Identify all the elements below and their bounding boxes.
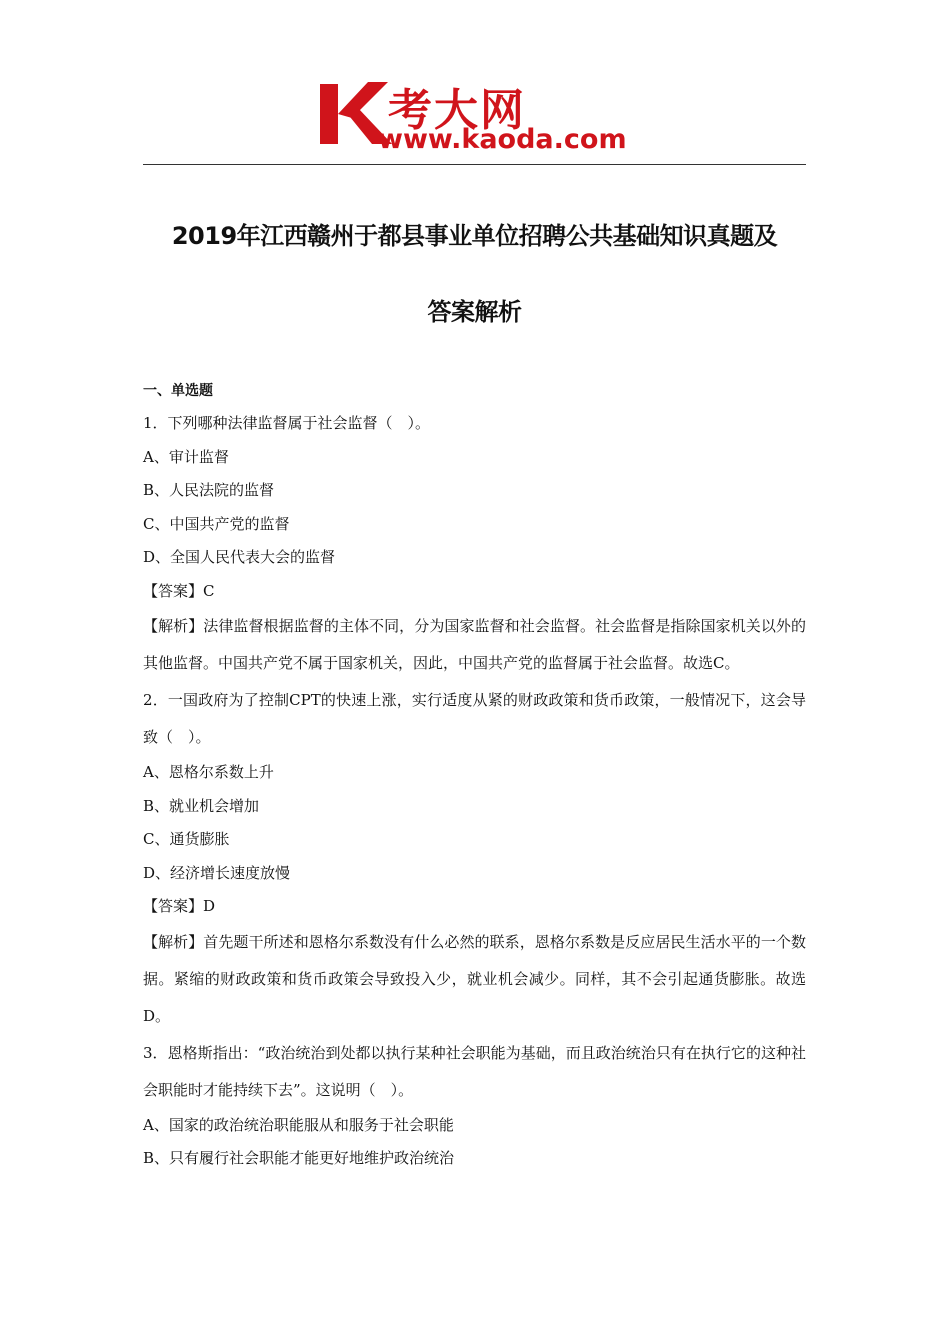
document-title-line1: 2019年江西赣州于都县事业单位招聘公共基础知识真题及 (171, 222, 778, 250)
question-1-answer: 【答案】C (143, 581, 215, 600)
question-1-option-d: D、全国人民代表大会的监督 (143, 548, 336, 566)
logo-chinese-text: 考大网 (388, 85, 526, 136)
question-1-option-b: B、人民法院的监督 (143, 481, 275, 499)
question-2-answer: 【答案】D (143, 897, 216, 915)
question-2-stem: 2．一国政府为了控制CPT的快速上涨，实行适度从紧的财政政策和货币政策，一般情况下，这会导致（ ）。 (143, 691, 806, 746)
question-3-stem: 3．恩格斯指出：“政治统治到处都以执行某种社会职能为基础，而且政治统治只有在执行它的这种社会职能时才能持续下去”。这说明（ ）。 (143, 1043, 806, 1099)
question-2-option-c: C、通货膨胀 (143, 830, 230, 848)
document-title-line2: 答案解析 (427, 298, 522, 326)
question-1-stem: 1．下列哪种法律监督属于社会监督（ ）。 (143, 414, 431, 432)
section-heading: 一、单选题 (143, 383, 213, 399)
question-3-option-b: B、只有履行社会职能才能更好地维护政治统治 (143, 1149, 455, 1167)
document-body (143, 376, 806, 1176)
kaoda-logo (318, 78, 638, 160)
question-2-explanation: 【解析】首先题干所述和恩格尔系数没有什么必然的联系，恩格尔系数是反应居民生活水平的一个数据。紧缩的财政政策和货币政策会导致投入少，就业机会减少。同样，其不会引起通货膨胀。故选D。 (143, 932, 806, 1025)
question-1-explanation: 【解析】法律监督根据监督的主体不同，分为国家监督和社会监督。社会监督是指除国家机关以外的其他监督。中国共产党不属于国家机关，因此，中国共产党的监督属于社会监督。故选C。 (143, 617, 806, 672)
question-1-option-a: A、审计监督 (143, 447, 229, 466)
logo-url-text: www.kaoda.com (378, 124, 627, 155)
question-2-option-b: B、就业机会增加 (143, 796, 260, 815)
question-2-option-a: A、恩格尔系数上升 (143, 763, 274, 781)
header-divider (143, 164, 806, 165)
question-1-option-c: C、中国共产党的监督 (143, 514, 290, 533)
question-2-option-d: D、经济增长速度放慢 (143, 863, 291, 882)
question-3-option-a: A、国家的政治统治职能服从和服务于社会职能 (143, 1115, 454, 1134)
